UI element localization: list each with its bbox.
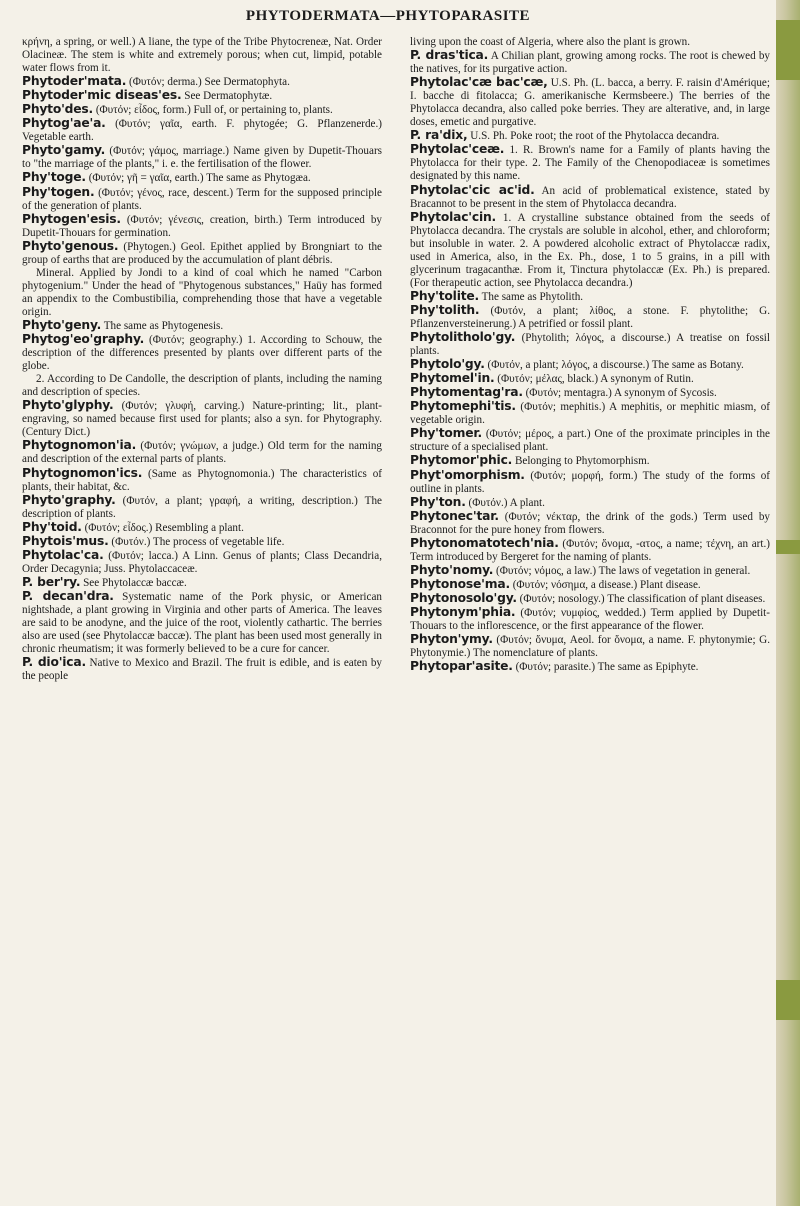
entry-definition: (Φυτόν, a plant; γραφή, a writing, description.) The description of plants. bbox=[22, 494, 382, 520]
entry-headword: Phytog'eo'graphy. bbox=[22, 332, 145, 347]
entry-headword: Phytognomon'ia. bbox=[22, 438, 137, 453]
dictionary-entry bbox=[410, 578, 770, 592]
entry-definition: The same as Phytogenesis. bbox=[103, 319, 224, 332]
entry-headword: Phy'ton. bbox=[410, 494, 466, 509]
entry-headword: Phyto'geny. bbox=[22, 317, 102, 332]
entry-definition: An acid of problematical existence, stated by Bracannot to be present in the stem of Phytolacca decandra. bbox=[410, 184, 770, 210]
entry-headword: Phyt'omorphism. bbox=[410, 467, 525, 482]
entry-headword: P. dras'tica. bbox=[410, 48, 489, 63]
entry-headword: P. decan'dra. bbox=[22, 588, 114, 603]
dictionary-entry bbox=[22, 467, 382, 494]
entry-definition: (Φυτόν; εἶδος, form.) Full of, or pertaining to, plants. bbox=[95, 104, 333, 117]
entry-definition: (Φυτόν; γένεσις, creation, birth.) Term introduced by Dupetit-Thouars for germination. bbox=[22, 213, 382, 239]
entry-definition: (Φυτόν; mephitis.) A mephitis, or mephitic miasm, of vegetable origin. bbox=[410, 401, 770, 427]
dictionary-entry bbox=[410, 358, 770, 372]
entry-headword: Phytonym'phia. bbox=[410, 604, 516, 619]
entry-headword: Phyto'nomy. bbox=[410, 562, 494, 577]
dictionary-entry bbox=[22, 399, 382, 439]
entry-definition: U.S. Ph. (L. bacca, a berry. F. raisin d'Amérique; I. bacche di fitolacca; G. amerikanische Kermsbeere.) The berries of the Phytolacca decandra, also called poke berries. They are alterative, and, in large doses, emetic and purgative. bbox=[410, 77, 770, 129]
entry-headword: Phytogen'esis. bbox=[22, 211, 121, 226]
dictionary-entry bbox=[410, 510, 770, 537]
entry-definition: (Φυτόν; νέκταρ, the drink of the gods.) Term used by Braconnot for the pure honey from flowers. bbox=[410, 510, 770, 536]
entry-definition: See Phytolaccæ baccæ. bbox=[83, 576, 187, 589]
dictionary-entry bbox=[22, 535, 382, 549]
entry-headword: Phytopar'asite. bbox=[410, 659, 513, 674]
entry-definition: (Φυτόν; μορφή, form.) The study of the forms of outline in plants. bbox=[410, 469, 771, 495]
entry-definition: The same as Phytolith. bbox=[481, 290, 584, 303]
dictionary-entry bbox=[22, 144, 382, 171]
entry-definition: (Φυτόν; ὄνομα, -ατος, a name; τέχνη, an art.) Term introduced by Bergeret for the naming of plants. bbox=[410, 537, 770, 563]
dictionary-entry bbox=[22, 549, 382, 576]
dictionary-entry bbox=[22, 494, 382, 521]
dictionary-entry bbox=[22, 373, 382, 399]
dictionary-entry bbox=[410, 454, 770, 468]
entry-headword: Phytolitholo'gy. bbox=[410, 330, 516, 345]
entry-definition: (Φυτόν; γάμος, marriage.) Name given by Dupetit-Thouars to "the marriage of the plants," i. e. the fertilisation of the flower. bbox=[22, 145, 382, 171]
entry-definition: (Φυτόν.) A plant. bbox=[468, 496, 545, 509]
entry-headword: Phytog'ae'a. bbox=[22, 116, 106, 131]
dictionary-entry bbox=[22, 590, 382, 656]
entry-definition: (Phytolith; λόγος, a discourse.) A treatise on fossil plants. bbox=[410, 332, 770, 358]
entry-headword: P. ra'dix, bbox=[410, 128, 468, 143]
entry-headword: Phy'toge. bbox=[22, 170, 86, 185]
entry-headword: Phyto'glyphy. bbox=[22, 398, 114, 413]
entry-definition: Native to Mexico and Brazil. The fruit is edible, and is eaten by the people bbox=[22, 657, 382, 683]
dictionary-entry bbox=[22, 36, 382, 75]
dictionary-entry bbox=[22, 75, 382, 89]
entry-definition: (Φυτόν; νόμος, a law.) The laws of vegetation in general. bbox=[496, 564, 751, 577]
entry-headword: Phytolo'gy. bbox=[410, 357, 485, 372]
running-header: PHYTODERMATA—PHYTOPARASITE bbox=[245, 8, 531, 24]
dictionary-entry bbox=[410, 290, 770, 304]
entry-definition: (Φυτόν; geography.) 1. According to Schouw, the description of the differences presented by plants over different parts of the globe. bbox=[22, 334, 382, 373]
entry-headword: Phytolac'ca. bbox=[22, 547, 104, 562]
entry-headword: Phytonomatotech'nia. bbox=[410, 535, 559, 550]
entry-headword: Phytois'mus. bbox=[22, 533, 109, 548]
dictionary-entry bbox=[410, 427, 770, 454]
dictionary-entry bbox=[22, 319, 382, 333]
entry-definition: (Φυτόν; εἶδος.) Resembling a plant. bbox=[84, 521, 244, 534]
entry-headword: P. ber'ry. bbox=[22, 574, 81, 589]
entry-headword: P. dio'ica. bbox=[22, 655, 86, 670]
entry-headword: Phy'tolith. bbox=[410, 302, 480, 317]
entry-headword: Phy'togen. bbox=[22, 184, 95, 199]
entry-definition: κρήνη, a spring, or well.) A liane, the type of the Tribe Phytocreneæ, Nat. Order Olacineæ. The stem is white and extremely porous; when cut, limpid, potable water flows from it. bbox=[22, 36, 382, 75]
dictionary-entry bbox=[410, 469, 770, 496]
entry-definition: (Φυτόν; derma.) See Dermatophyta. bbox=[129, 76, 290, 89]
entry-definition: U.S. Ph. Poke root; the root of the Phytolacca decandra. bbox=[470, 130, 720, 143]
entry-definition: Mineral. Applied by Jondi to a kind of coal which he named "Carbon phytogenium." Under the head of "Phytogenous substances," Haüy has formed an appendix to the Combustibilia, comprehending those that have a vegetable origin. bbox=[22, 266, 382, 318]
entry-headword: Phytomentag'ra. bbox=[410, 385, 523, 400]
dictionary-entry bbox=[410, 184, 770, 211]
dictionary-entry bbox=[22, 656, 382, 683]
entry-definition: (Φυτόν; νυμφίος, wedded.) Term applied by Dupetit-Thouars to the inflorescence, or the first appearance of the flower. bbox=[410, 606, 770, 633]
dictionary-entry bbox=[410, 386, 770, 400]
dictionary-entry bbox=[410, 129, 770, 143]
dictionary-entry bbox=[410, 592, 770, 606]
entry-headword: Phytolac'ceæ. bbox=[410, 142, 505, 157]
entry-definition: living upon the coast of Algeria, where also the plant is grown. bbox=[410, 36, 691, 48]
entry-definition: 1. R. Brown's name for a Family of plants having the Phytolacca for their type. 2. The Family of the Chenopodiaceæ is sometimes designated by this name. bbox=[410, 144, 770, 183]
dictionary-entry bbox=[410, 606, 770, 633]
dictionary-entry bbox=[410, 496, 770, 510]
entry-definition: See Dermatophytæ. bbox=[184, 90, 273, 103]
entry-definition: (Φυτόν; μέρος, a part.) One of the proximate principles in the structure of a specialised plant. bbox=[410, 428, 770, 454]
entry-definition: (Φυτόν; ὄνυμα, Aeol. for ὄνομα, a name. F. phytonymie; G. Phytonymie.) The nomenclature of plants. bbox=[410, 634, 770, 660]
right-column bbox=[410, 36, 770, 674]
entry-headword: Phy'tomer. bbox=[410, 426, 483, 441]
dictionary-entry bbox=[22, 186, 382, 213]
entry-definition: 2. According to De Candolle, the description of plants, including the naming and description of species. bbox=[22, 373, 382, 399]
dictionary-entry bbox=[22, 103, 382, 117]
dictionary-entry bbox=[410, 211, 770, 290]
entry-headword: Phyton'ymy. bbox=[410, 632, 493, 647]
entry-definition: (Φυτόν; γένος, race, descent.) Term for the supposed principle of the generation of plants. bbox=[22, 186, 382, 212]
dictionary-entry bbox=[22, 240, 382, 267]
entry-definition: (Φυτόν, a plant; λόγος, a discourse.) The same as Botany. bbox=[487, 359, 744, 372]
entry-definition: (Phytogen.) Geol. Epithet applied by Brongniart to the group of earths that are produced by the accumulation of plant débris. bbox=[22, 240, 382, 266]
entry-headword: Phyto'graphy. bbox=[22, 492, 116, 507]
entry-headword: Phyto'genous. bbox=[22, 238, 119, 253]
entry-definition: (Φυτόν, a plant; λίθος, a stone. F. phytolithe; G. Pflanzenversteinerung.) A petrified or fossil plant. bbox=[410, 304, 770, 330]
dictionary-entry bbox=[410, 400, 770, 427]
dictionary-entry bbox=[410, 76, 770, 129]
dictionary-entry bbox=[22, 89, 382, 103]
entry-headword: Phytoder'mic diseas'es. bbox=[22, 88, 182, 103]
entry-definition: (Φυτόν; γλυφή, carving.) Nature-printing; lit., plant-engraving, so named because first used for plants; also a syn. for Phytography. (Century Dict.) bbox=[22, 400, 382, 439]
dictionary-entry bbox=[410, 304, 770, 331]
dictionary-entry bbox=[22, 117, 382, 144]
entry-headword: Phytolac'cin. bbox=[410, 209, 497, 224]
entry-definition: A Chilian plant, growing among rocks. The root is chewed by the natives, for its purgative action. bbox=[410, 50, 771, 76]
entry-definition: (Φυτόν; nosology.) The classification of plant diseases. bbox=[519, 592, 766, 605]
dictionary-entry bbox=[410, 633, 770, 660]
dictionary-entry bbox=[410, 331, 770, 358]
dictionary-entry bbox=[22, 267, 382, 319]
entry-headword: Phytomel'in. bbox=[410, 371, 495, 386]
dictionary-entry bbox=[410, 537, 770, 564]
entry-headword: Phytomephi'tis. bbox=[410, 399, 516, 414]
entry-definition: (Φυτόν; γῆ = γαῖα, earth.) The same as Phytogæa. bbox=[88, 172, 311, 185]
dictionary-entry bbox=[22, 213, 382, 240]
entry-definition: (Φυτόν; mentagra.) A synonym of Sycosis. bbox=[525, 387, 717, 400]
entry-headword: Phy'tolite. bbox=[410, 288, 479, 303]
entry-definition: (Φυτόν; γαῖα, earth. F. phytogée; G. Pflanzenerde.) Vegetable earth. bbox=[22, 118, 382, 144]
entry-definition: (Same as Phytognomonia.) The characteristics of plants, their habitat, &c. bbox=[22, 467, 382, 493]
dictionary-entry bbox=[410, 143, 770, 183]
entry-headword: Phytolac'cic ac'id. bbox=[410, 182, 535, 197]
entry-headword: Phyto'gamy. bbox=[22, 143, 106, 158]
dictionary-entry bbox=[410, 564, 770, 578]
entry-headword: Phy'toid. bbox=[22, 519, 82, 534]
left-column bbox=[22, 36, 382, 683]
entry-headword: Phytonosolo'gy. bbox=[410, 590, 517, 605]
entry-definition: (Φυτόν; lacca.) A Linn. Genus of plants; Class Decandria, Order Decagynia; Juss. Phytolaccaceæ. bbox=[22, 549, 382, 575]
dictionary-entry bbox=[22, 333, 382, 373]
entry-headword: Phytomor'phic. bbox=[410, 453, 513, 468]
entry-headword: Phytonec'tar. bbox=[410, 508, 499, 523]
dictionary-entry bbox=[22, 171, 382, 185]
entry-headword: Phytonose'ma. bbox=[410, 576, 510, 591]
entry-headword: Phyto'des. bbox=[22, 102, 94, 117]
dictionary-entry bbox=[410, 372, 770, 386]
entry-headword: Phytoder'mata. bbox=[22, 74, 127, 89]
entry-definition: (Φυτόν; νόσημα, a disease.) Plant disease. bbox=[512, 578, 701, 591]
entry-definition: Belonging to Phytomorphism. bbox=[514, 455, 650, 468]
entry-definition: (Φυτόν; μέλας, black.) A synonym of Rutin. bbox=[497, 373, 694, 386]
entry-headword: Phytognomon'ics. bbox=[22, 465, 143, 480]
dictionary-entry bbox=[22, 576, 382, 590]
entry-definition: Systematic name of the Pork physic, or American nightshade, a plant growing in Virginia and other parts of America. The leaves are said to be anodyne, and the juice of the root, violently cathartic. The berries also are used (see Phytolaccæ baccæ). The plant has been used most generally in chronic rheumatism; it was formerly believed to be a cure for cancer. bbox=[22, 590, 382, 656]
entry-definition: (Φυτόν; parasite.) The same as Epiphyte. bbox=[515, 661, 699, 674]
entry-definition: (Φυτόν.) The process of vegetable life. bbox=[111, 535, 285, 548]
entry-headword: Phytolac'cæ bac'cæ, bbox=[410, 75, 548, 90]
dictionary-entry bbox=[22, 521, 382, 535]
page-edge bbox=[776, 0, 800, 1206]
dictionary-entry bbox=[410, 660, 770, 674]
dictionary-entry bbox=[410, 49, 770, 76]
entry-definition: (Φυτόν; γνώμων, a judge.) Old term for the naming and description of the external parts of plants. bbox=[22, 440, 382, 466]
entry-definition: 1. A crystalline substance obtained from the seeds of Phytolacca decandra. The crystals are soluble in alcohol, ether, and chloroform; but insoluble in water. 2. A powdered alcoholic extract of Phytolaccæ radix, used in America, also, in the Ex. Ph., dose, 1 to 5 grains, in a pill with glycerinum tragacanthæ. From it, Tinctura phytolaccæ (Ex. Ph.) is prepared. (For therapeutic action, see Phytolacca decandra.) bbox=[410, 211, 770, 289]
dictionary-entry bbox=[22, 439, 382, 466]
